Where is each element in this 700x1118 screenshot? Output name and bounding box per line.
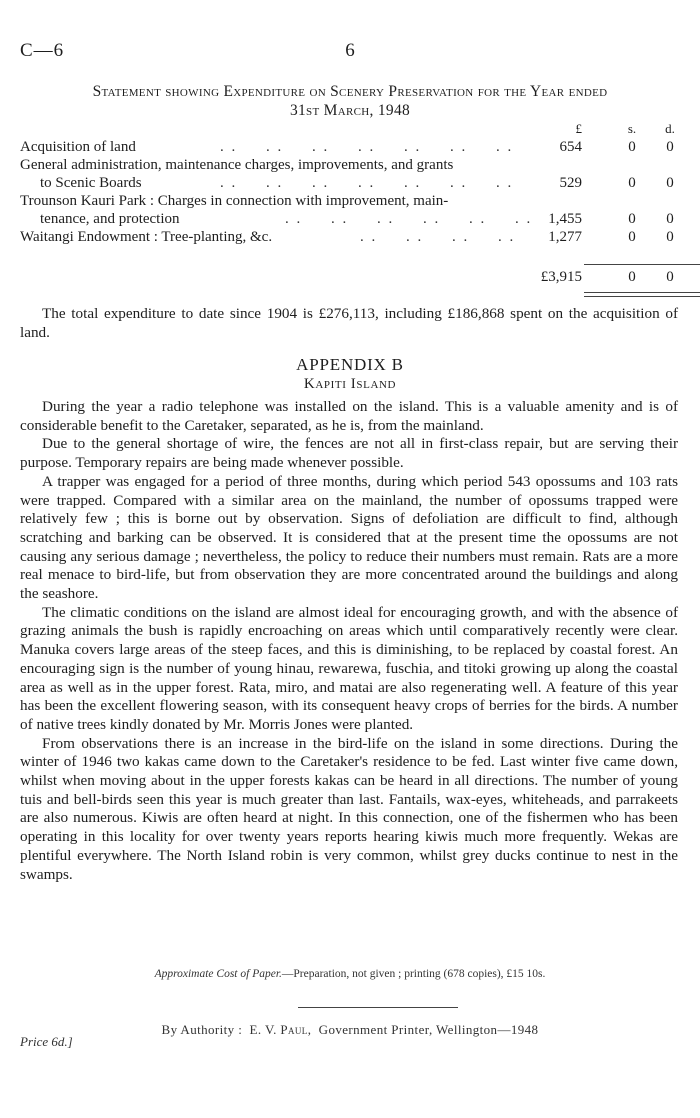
pence-header: d.: [665, 121, 675, 136]
column-headers: [20, 120, 680, 138]
appendix-title: APPENDIX B: [296, 355, 404, 374]
statement-title-line-2: 31st March, 1948: [289, 102, 411, 119]
total-pence: 0: [666, 269, 674, 285]
item-description: Waitangi Endowment : Tree-planting, &c.: [20, 229, 273, 245]
cost-label: Approximate Cost of Paper.: [154, 968, 282, 980]
item-shillings: 0: [628, 175, 636, 191]
item-pence: 0: [666, 229, 674, 245]
footer-rule: [298, 1007, 458, 1008]
page-number: 6: [345, 40, 355, 61]
item-pounds: 529: [559, 175, 582, 191]
dot-leader: . . . . . . . .: [360, 229, 516, 245]
paragraph: Due to the general shortage of wire, the fences are not all in first-class repair, but are serving their purpose. Temporary repairs are being made whenever possible.: [20, 435, 678, 472]
statement-title-line-1: Statement showing Expenditure on Scenery Preservation for the Year ended: [92, 83, 608, 100]
paragraph: From observations there is an increase in the bird-life on the island in some directions. During the winter of 1946 two kakas came down to the Caretaker's residence to be fed. Last winter five came down, whilst when moving about in the upper forests kakas can be heard in all directions. The number of young tuis and bell-birds seen this year is much greater than last. Fantails, wax-eyes, whiteheads, and parrakeets are also numerous. Kiwis are often heard at night. In this connection, one of the fishermen who has been operating in this locality for over twenty years reports hearing kiwis much more frequently. Wekas are plentiful everywhere. The North Island robin is very common, whilst grey ducks continue to nest in the swamps.: [20, 734, 678, 883]
item-description: General administration, maintenance charges, improvements, and grants: [20, 157, 454, 173]
total-row: [20, 268, 680, 286]
item-pounds: 1,455: [548, 211, 582, 227]
page-reference: C—6: [20, 40, 65, 61]
pounds-header: £: [575, 121, 582, 136]
authority-prefix: By Authority :: [161, 1022, 243, 1037]
summary-text: The total expenditure to date since 1904 is £276,113, including £186,868 spent on the acquisition of land.: [20, 305, 678, 341]
table-row-continuation: [20, 174, 680, 192]
cost-footnote: [0, 968, 700, 980]
appendix-body: [20, 398, 678, 884]
authority-suffix: Government Printer, Wellington—1948: [318, 1022, 539, 1037]
dot-leader: . . . . . . . . . . . . . .: [220, 175, 514, 191]
item-description-continued: tenance, and protection: [40, 211, 180, 227]
paragraph: During the year a radio telephone was installed on the island. This is a valuable amenity and is of considerable benefit to the Caretaker, separated, as he is, from the mainland.: [20, 398, 678, 434]
table-row: [20, 192, 680, 210]
expenditure-table: [20, 120, 680, 285]
item-pence: 0: [666, 211, 674, 227]
shillings-header: s.: [627, 121, 637, 136]
item-shillings: 0: [628, 211, 636, 227]
printer-name: E. V. Paul,: [249, 1022, 312, 1037]
total-rule: [584, 264, 700, 265]
item-pence: 0: [666, 175, 674, 191]
statement-title: [20, 82, 680, 120]
table-row: [20, 138, 680, 156]
total-double-rule: [584, 292, 700, 297]
section-title: Kapiti Island: [303, 376, 397, 392]
price-note: Price 6d.]: [20, 1034, 73, 1049]
item-shillings: 0: [628, 139, 636, 155]
item-pence: 0: [666, 139, 674, 155]
item-shillings: 0: [628, 229, 636, 245]
table-row-continuation: [20, 210, 680, 228]
item-description: Trounson Kauri Park : Charges in connection with improvement, main-: [20, 193, 449, 209]
item-description-continued: to Scenic Boards: [40, 175, 142, 191]
paragraph: The climatic conditions on the island are almost ideal for encouraging growth, and with the absence of grazing animals the bush is rapidly encroaching on areas which until comparatively recently were clear. Manuka covers large areas of the steep faces, and this is diminishing, to be replaced by coastal forest. An encouraging sign is the number of young hinau, rewarewa, fuschia, and titoki growing up along the coastal area as well as in the upper forest. Rata, miro, and matai are also regenerating well. A feature of this year has been the excellent flowering season, with its consequent heavy crops of berries for the birds. A number of native trees kindly donated by Mr. Morris Jones were planted.: [20, 603, 678, 733]
total-pounds: £3,915: [540, 269, 582, 285]
dot-leader: . . . . . . . . . . . .: [285, 211, 533, 227]
dot-leader: . . . . . . . . . . . . . .: [220, 139, 514, 155]
item-description: Acquisition of land: [20, 139, 136, 155]
item-pounds: 654: [559, 139, 582, 155]
table-row: [20, 156, 680, 174]
cost-text: —Preparation, not given ; printing (678 copies), £15 10s.: [281, 968, 546, 980]
total-shillings: 0: [628, 269, 636, 285]
paragraph: A trapper was engaged for a period of three months, during which period 543 opossums and 103 rats were trapped. Compared with a similar area on the mainland, the number of opossums trapped were relatively few ; this is borne out by observation. Signs of defoliation are difficult to find, although scratching and barking can be observed. It is considered that at the present time the opossums are not causing any serious damage ; nevertheless, the policy to reduce their numbers must remain. Rats are a more real menace to bird-life, but from observation they are more concentrated around the buildings and along the seashore.: [20, 472, 678, 603]
table-row: [20, 228, 680, 246]
item-pounds: 1,277: [548, 229, 582, 245]
authority-line: [0, 1022, 700, 1038]
summary-paragraph: [20, 305, 678, 342]
